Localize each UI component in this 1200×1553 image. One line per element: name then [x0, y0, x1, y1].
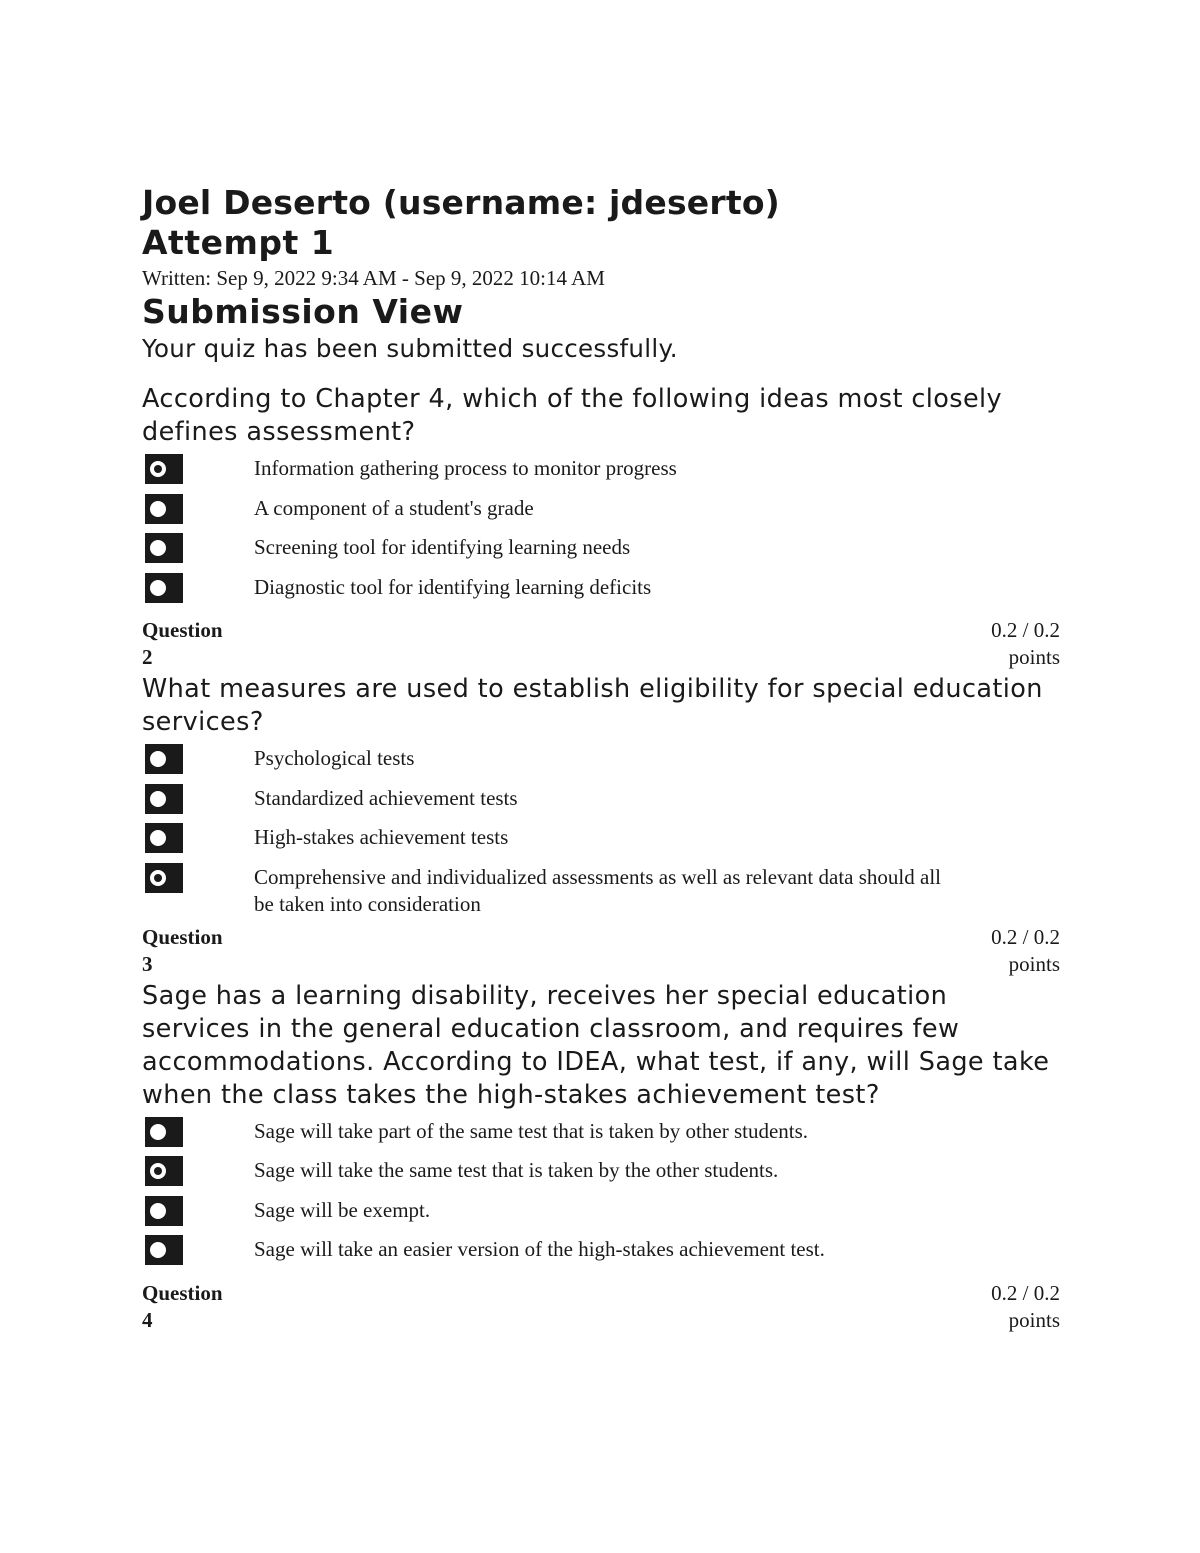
answer-option [142, 532, 1060, 572]
question-label: Question [142, 924, 223, 949]
answer-option [142, 822, 1060, 862]
question-2 [142, 617, 1060, 918]
radio-button[interactable] [145, 533, 183, 563]
answer-option [142, 783, 1060, 823]
answer-label: Screening tool for identifying learning needs [254, 535, 631, 559]
answer-option [142, 862, 1060, 918]
radio-selected-icon [150, 1163, 166, 1179]
answer-option [142, 572, 1060, 612]
radio-empty-icon [150, 1242, 166, 1258]
answer-label: High-stakes achievement tests [254, 825, 509, 849]
radio-button[interactable] [145, 863, 183, 893]
answer-label: Sage will take an easier version of the high-stakes achievement test. [254, 1237, 825, 1261]
radio-button[interactable] [145, 1156, 183, 1186]
question-header [142, 1280, 1060, 1334]
radio-button[interactable] [145, 454, 183, 484]
question-number [142, 924, 252, 978]
answer-label: Psychological tests [254, 746, 415, 770]
answer-option [142, 1195, 1060, 1235]
radio-selected-icon [150, 870, 166, 886]
question-number-value: 4 [142, 1307, 153, 1332]
attempt-heading: Attempt 1 [142, 223, 335, 262]
answer-option [142, 1234, 1060, 1274]
radio-button[interactable] [145, 744, 183, 774]
answer-options [142, 1116, 1060, 1274]
score-value: 0.2 / 0.2 [991, 618, 1060, 642]
answer-label: Information gathering process to monitor progress [254, 456, 677, 480]
question-header [142, 617, 1060, 671]
question-1 [142, 383, 1060, 611]
question-number [142, 617, 252, 671]
question-text: Sage has a learning disability, receives her special education services in the general education classroom, and requires few accommodations. According to IDEA, what test, if any, will Sage take when the class takes the high-stakes achievement test? [142, 980, 1050, 1110]
radio-button[interactable] [145, 784, 183, 814]
answer-label: Sage will be exempt. [254, 1197, 431, 1222]
question-number [142, 1280, 252, 1334]
question-number-value: 2 [142, 645, 153, 669]
radio-selected-icon [150, 461, 166, 477]
answer-label: Standardized achievement tests [254, 785, 518, 810]
score-unit: points [1008, 1307, 1060, 1332]
answer-options [142, 743, 1060, 918]
radio-empty-icon [150, 751, 166, 767]
radio-button[interactable] [145, 823, 183, 853]
answer-label: Diagnostic tool for identifying learning deficits [254, 574, 652, 599]
success-message: Your quiz has been submitted successfully. [142, 334, 678, 363]
score-value: 0.2 / 0.2 [991, 924, 1060, 949]
answer-option [142, 1155, 1060, 1195]
question-label: Question [142, 1280, 223, 1305]
score-unit: points [1008, 951, 1060, 976]
radio-empty-icon [150, 791, 166, 807]
radio-empty-icon [150, 580, 166, 596]
question-score [991, 1280, 1060, 1334]
radio-empty-icon [150, 830, 166, 846]
radio-button[interactable] [145, 1235, 183, 1265]
score-value: 0.2 / 0.2 [991, 1280, 1060, 1305]
radio-empty-icon [150, 1203, 166, 1219]
answer-label: A component of a student's grade [254, 495, 534, 520]
question-label: Question [142, 618, 223, 642]
radio-empty-icon [150, 540, 166, 556]
answer-options [142, 453, 1060, 611]
score-unit: points [1008, 645, 1060, 669]
answer-label: Comprehensive and individualized assessments as well as relevant data should all be taken into consideration [254, 864, 941, 916]
radio-button[interactable] [145, 1196, 183, 1226]
student-name-heading: Joel Deserto (username: jdeserto) [142, 183, 780, 222]
question-text: What measures are used to establish eligibility for special education services? [142, 674, 1043, 737]
answer-option [142, 493, 1060, 533]
submission-view-heading: Submission View [142, 292, 464, 331]
written-timestamp: Written: Sep 9, 2022 9:34 AM - Sep 9, 2022 10:14 AM [142, 266, 605, 290]
question-score [991, 924, 1060, 978]
question-score [991, 617, 1060, 671]
answer-label: Sage will take the same test that is taken by the other students. [254, 1158, 779, 1182]
radio-button[interactable] [145, 573, 183, 603]
answer-label: Sage will take part of the same test that is taken by other students. [254, 1118, 809, 1143]
answer-option [142, 453, 1060, 493]
question-4 [142, 1280, 1060, 1334]
radio-button[interactable] [145, 1117, 183, 1147]
radio-empty-icon [150, 501, 166, 517]
question-3 [142, 924, 1060, 1274]
radio-empty-icon [150, 1124, 166, 1140]
question-number-value: 3 [142, 951, 153, 976]
radio-button[interactable] [145, 494, 183, 524]
question-header [142, 924, 1060, 978]
answer-option [142, 1116, 1060, 1156]
answer-option [142, 743, 1060, 783]
question-text: According to Chapter 4, which of the following ideas most closely defines assessment? [142, 384, 1003, 447]
quiz-submission-page [142, 183, 1060, 1336]
